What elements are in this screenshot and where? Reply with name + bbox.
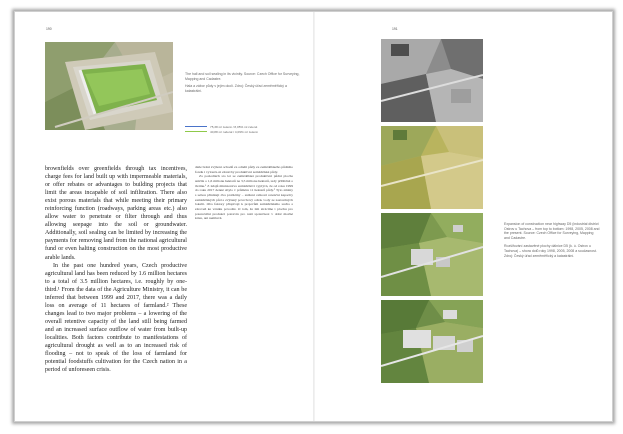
- main-english-text: [45, 165, 187, 374]
- aerial-caption-en: The hall and soil sealing in its vicinity. Source: Czech Office for Surveying, Mapping and Cadastre.: [185, 72, 300, 81]
- photo-stack: [381, 39, 483, 387]
- aerial-photo-1998: [381, 39, 483, 122]
- right-page-number: 191: [392, 27, 398, 31]
- right-caption-en: Expansion of construction near highway D5 (industrial district Ostrov u Tachova – from top to bottom: 1998, 2005, 2008 and the present. Source: Czech Office for Surveying, Mapping and Cadastre.: [504, 222, 600, 240]
- legend-label: 75,38 ml zeleně / 8,05% ml zeleně: [210, 124, 258, 129]
- left-page-number: 190: [46, 27, 52, 31]
- paragraph: daňe brání zvýšení ochodů za odnětí půdy ze zemědělského půdního fondu i vylouče-ní zástavby produktivní zemědělské půdy.: [195, 165, 293, 174]
- paragraph: In the past one hundred years, Czech productive agricultural land has been reduced by 1.6 million hectares to a total of 3.5 million hectares, i.e. roughly by one-third.¹ From the data of the Agriculture Ministry, it can be inferred that between 1999 and 2017, there was a daily loss on average of 11 hectares of farmland.² These changes lead to two major problems – a lowering of the overall retentive capacity of the land still being farmed and an increased surface outflow of water from built-up localities. Both factors contribute to manifestations of agricultural drought as well as to an increased risk of flooding – not to speak of the loss of farmland for potential foodstuffs cultivation for the Czech nation in a period of unforeseen crisis.: [45, 262, 187, 374]
- aerial-photo-present: [381, 300, 483, 383]
- aerial-photo-2005: [381, 126, 483, 209]
- aerial-caption: [185, 72, 303, 96]
- paragraph: Za posledních sto let se zemědělská produktivní půdní plocha snížila o 1,6 milionu hektarů na 3,5 milionu hektarů, tedy přibližně o třetinu.¹ Z údajů ministerstva zemědělství vyplývá, že od roku 1999 do roku 2017 denně ubylo v průměru 11 hektarů půdy.² Tyto změny s sebou přinášejí dva problémy – snížení celkové retenční kapacity zemědělských půd a zvýšený povrchový odtok vody ze zastavěných lokalit. Oba faktory přispívají k projevům zemědělského sucha a zároveň ke vzniku povodní. O tom, že tím ztrácíme i plochu pro potenciální produkci potravin pro naši společnost v době možné krize, ani nemluvě.: [195, 174, 293, 221]
- legend-label: 40,88 ml ruderal / 4,09% ml zeleně: [210, 129, 258, 134]
- aerial-photo-2008: [381, 213, 483, 296]
- book-spread: [14, 11, 613, 422]
- aerial-caption-cz: Hala a zábor půdy v jejím okolí. Zdroj: Český úřad zeměměřický a katastrální.: [185, 84, 287, 93]
- right-caption-cz: Rozšiřování zastavěné plochy dálnice D5 (k. ú. Ostrov u Tachova) – shora dolů roky 1998, 2005, 2008 a současnost. Zdroj: Český úřad zeměměřický a katastrální.: [504, 244, 597, 258]
- legend-item: [185, 129, 305, 134]
- czech-column-text: [195, 165, 293, 221]
- right-photo-caption: [504, 222, 600, 262]
- legend-swatch-blue: [185, 126, 207, 127]
- legend-swatch-green: [185, 131, 207, 132]
- page-gutter: [313, 12, 315, 421]
- aerial-photo-hall: [45, 42, 173, 130]
- map-legend: [185, 124, 305, 134]
- paragraph: brownfields over greenfields through tax incentives, charge fees for land built up with impermeable materials, or offer rebates or advantages to building projects that limit the areas incapable of soil infiltration. There also exist porous materials that while meeting their primary reinforcing function (roadways, parking areas etc.) also allow water to penetrate or filter through and thus allowing seepage into the soil or groundwater. Additionally, soil sealing can be limited by increasing the payments for removing land from the national agricultural fund or even halting construction on the most productive arable lands.: [45, 166, 187, 261]
